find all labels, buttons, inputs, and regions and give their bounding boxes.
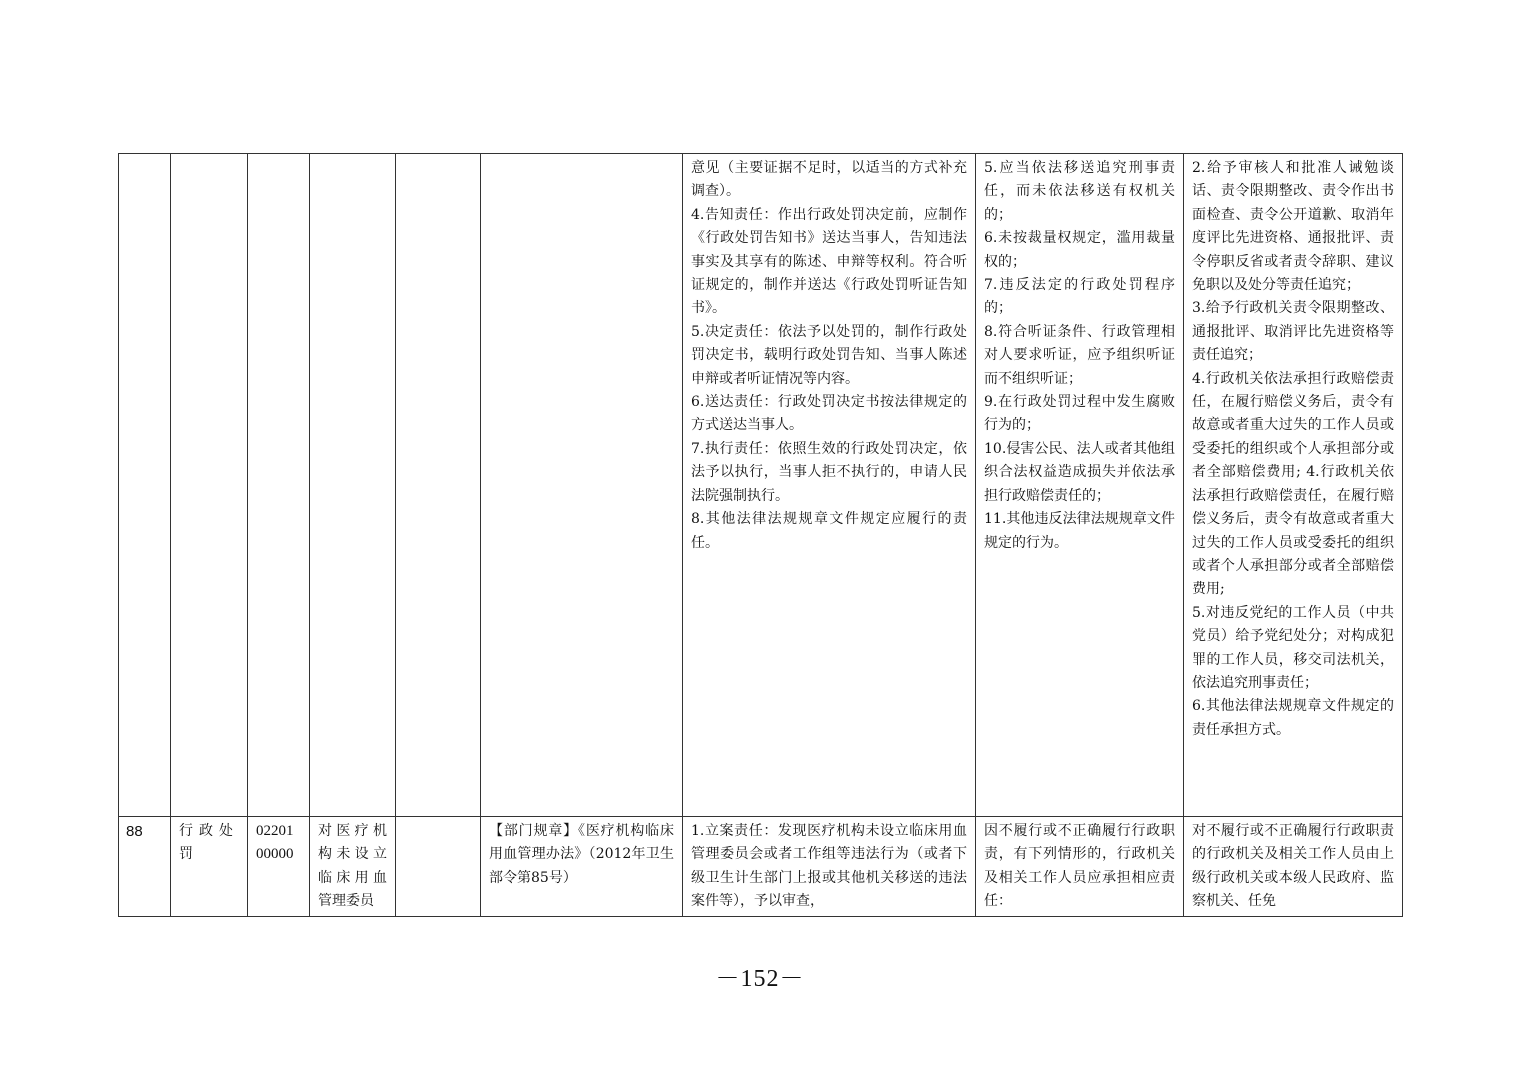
cell-item-name: 对医疗机构未设立临床用血管理委员 bbox=[310, 817, 396, 917]
accountability-line: 10.侵害公民、法人或者其他组织合法权益造成损失并依法承担行政赔偿责任的； bbox=[984, 440, 1175, 504]
accountability-line: 8.符合听证条件、行政管理相对人要求听证，应予组织听证而不组织听证； bbox=[984, 323, 1175, 387]
accountability-line: 9.在行政处罚过程中发生腐败行为的； bbox=[984, 394, 1175, 434]
table-row-continued bbox=[119, 154, 1403, 817]
cell-basis bbox=[481, 154, 683, 817]
cell-sub-item bbox=[396, 154, 481, 817]
procedure-line: 意见（主要证据不足时，以适当的方式补充调查）。 bbox=[691, 160, 967, 200]
code-line: 00000 bbox=[256, 846, 294, 863]
procedure-line: 7.执行责任：依照生效的行政处罚决定，依法予以执行，当事人拒不执行的，申请人民法院强制执行。 bbox=[691, 440, 967, 504]
cell-basis: 【部门规章】《医疗机构临床用血管理办法》（2012年卫生部令第85号） bbox=[481, 817, 683, 917]
cell-procedure: 1.立案责任：发现医疗机构未设立临床用血管理委员会或者工作组等违法行为（或者下级卫生计生部门上报或其他机关移送的违法案件等），予以审查， bbox=[683, 817, 976, 917]
liability-line: 6.其他法律法规规章文件规定的责任承担方式。 bbox=[1192, 698, 1394, 738]
cell-code bbox=[248, 154, 310, 817]
cell-category: 行政处罚 bbox=[171, 817, 248, 917]
accountability-line: 5.应当依法移送追究刑事责任，而未依法移送有权机关的； bbox=[984, 160, 1175, 223]
cell-liability: 对不履行或不正确履行行政职责的行政机关及相关工作人员由上级行政机关或本级人民政府、监察机关、任免 bbox=[1184, 817, 1403, 917]
cell-category bbox=[171, 154, 248, 817]
accountability-line: 11.其他违反法律法规规章文件规定的行为。 bbox=[984, 511, 1175, 551]
cell-number bbox=[119, 154, 171, 817]
page-number: －152－ bbox=[715, 966, 805, 992]
accountability-line: 7.违反法定的行政处罚程序的； bbox=[984, 277, 1175, 317]
cell-number: 88 bbox=[119, 817, 171, 917]
liability-line: 2.给予审核人和批准人诫勉谈话、责令限期整改、责令作出书面检查、责令公开道歉、取消年度评比先进资格、通报批评、责令停职反省或者责令辞职、建议免职以及处分等责任追究； bbox=[1192, 160, 1394, 294]
procedure-line: 6.送达责任：行政处罚决定书按法律规定的方式送达当事人。 bbox=[691, 394, 967, 434]
procedure-line: 5.决定责任：依法予以处罚的，制作行政处罚决定书，载明行政处罚告知、当事人陈述申辩或者听证情况等内容。 bbox=[691, 323, 967, 387]
table-row bbox=[119, 817, 1403, 917]
liability-line: 3.给予行政机关责令限期整改、通报批评、取消评比先进资格等责任追究； bbox=[1192, 300, 1394, 364]
procedure-line: 4.告知责任：作出行政处罚决定前，应制作《行政处罚告知书》送达当事人，告知违法事实及其享有的陈述、申辩等权利。符合听证规定的，制作并送达《行政处罚听证告知书》。 bbox=[691, 206, 967, 317]
cell-code bbox=[248, 817, 310, 917]
liability-line: 4.行政机关依法承担行政赔偿责任，在履行赔偿义务后，责令有故意或者重大过失的工作人员或受委托的组织或个人承担部分或者全部赔偿费用; 4.行政机关依法承担行政赔偿责任，在履行赔偿义务后，责令有故意或者重大过失的工作人员或受委托的组织或者个人承担部分或者全部赔偿费用; bbox=[1192, 370, 1394, 598]
cell-procedure bbox=[683, 154, 976, 817]
liability-line: 5.对违反党纪的工作人员（中共党员）给予党纪处分；对构成犯罪的工作人员，移交司法机关，依法追究刑事责任； bbox=[1192, 604, 1394, 691]
accountability-line: 6.未按裁量权规定，滥用裁量权的； bbox=[984, 230, 1175, 270]
cell-item-name bbox=[310, 154, 396, 817]
cell-sub-item bbox=[396, 817, 481, 917]
procedure-line: 8.其他法律法规规章文件规定应履行的责任。 bbox=[691, 511, 967, 551]
cell-accountability: 因不履行或不正确履行行政职责，有下列情形的，行政机关及相关工作人员应承担相应责任： bbox=[976, 817, 1184, 917]
cell-accountability bbox=[976, 154, 1184, 817]
code-line: 02201 bbox=[256, 823, 294, 839]
cell-liability bbox=[1184, 154, 1403, 817]
power-list-table bbox=[118, 153, 1403, 917]
